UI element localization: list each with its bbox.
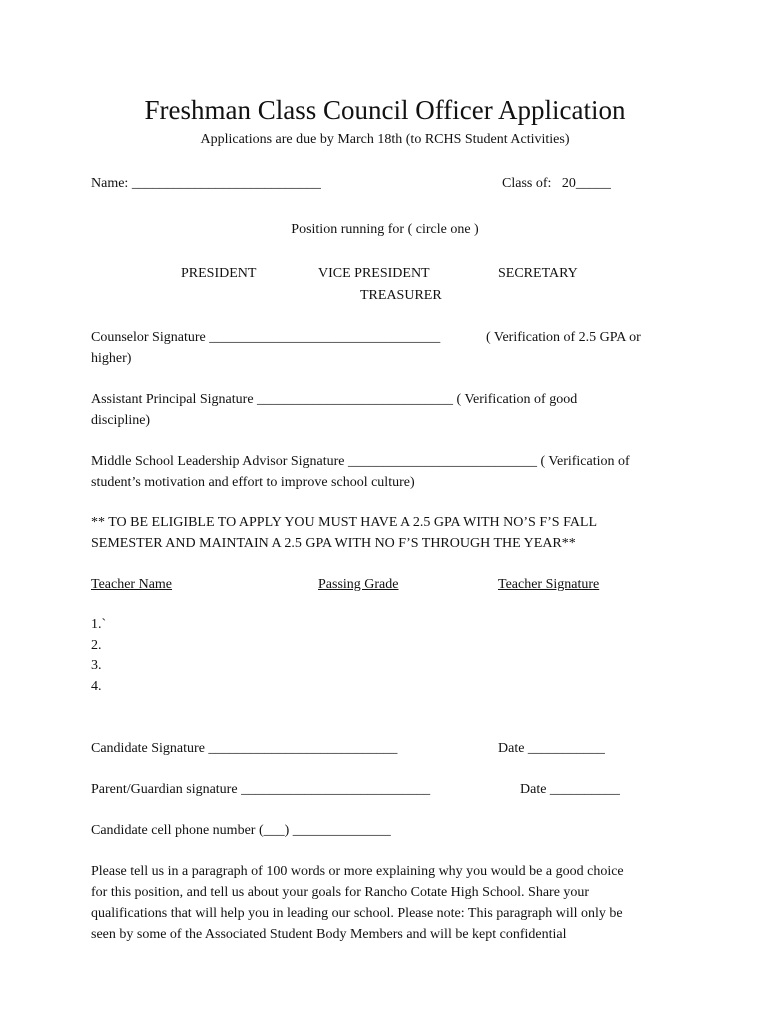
form-title: Freshman Class Council Officer Application: [144, 95, 626, 125]
counselor-verification-note: ( Verification of 2.5 GPA or: [486, 330, 641, 345]
assistant-principal-signature-field[interactable]: Assistant Principal Signature ____________________________ ( Verification of good: [91, 392, 578, 407]
teacher-row-1[interactable]: 1.`: [91, 617, 107, 632]
parent-date-field[interactable]: Date __________: [520, 782, 620, 797]
candidate-signature-field[interactable]: Candidate Signature ___________________________: [91, 741, 398, 756]
due-date-subtitle: Applications are due by March 18th (to RCHS Student Activities): [200, 132, 570, 147]
position-prompt: Position running for ( circle one ): [291, 222, 479, 237]
assistant-principal-note-cont: discipline): [91, 413, 151, 428]
teacher-row-2[interactable]: 2.: [91, 638, 102, 653]
name-field[interactable]: Name: ___________________________: [91, 176, 321, 191]
essay-instructions-line-3: qualifications that will help you in leading our school. Please note: This paragraph will only be: [91, 906, 623, 921]
essay-instructions-line-2: for this position, and tell us about your goals for Rancho Cotate High School. Share your: [91, 885, 590, 900]
teacher-signature-header: Teacher Signature: [498, 577, 600, 592]
position-president[interactable]: PRESIDENT: [181, 266, 257, 281]
position-secretary[interactable]: SECRETARY: [498, 266, 578, 281]
position-vice-president[interactable]: VICE PRESIDENT: [318, 266, 430, 281]
passing-grade-header: Passing Grade: [318, 577, 399, 592]
essay-instructions-line-1: Please tell us in a paragraph of 100 words or more explaining why you would be a good choice: [91, 864, 624, 879]
position-treasurer[interactable]: TREASURER: [360, 288, 442, 303]
class-of-field[interactable]: Class of: 20_____: [502, 176, 611, 191]
eligibility-notice-cont: SEMESTER AND MAINTAIN A 2.5 GPA WITH NO F’S THROUGH THE YEAR**: [91, 536, 576, 551]
ms-advisor-signature-field[interactable]: Middle School Leadership Advisor Signature ___________________________ ( Verification of: [91, 454, 630, 469]
essay-instructions-line-4: seen by some of the Associated Student Body Members and will be kept confidential: [91, 927, 567, 942]
counselor-verification-note-cont: higher): [91, 351, 132, 366]
eligibility-notice: ** TO BE ELIGIBLE TO APPLY YOU MUST HAVE A 2.5 GPA WITH NO’S F’S FALL: [91, 515, 598, 530]
teacher-row-4[interactable]: 4.: [91, 679, 102, 694]
counselor-signature-field[interactable]: Counselor Signature _________________________________: [91, 330, 441, 345]
teacher-row-3[interactable]: 3.: [91, 658, 102, 673]
candidate-date-field[interactable]: Date ___________: [498, 741, 605, 756]
parent-signature-field[interactable]: Parent/Guardian signature ___________________________: [91, 782, 431, 797]
ms-advisor-note-cont: student’s motivation and effort to improve school culture): [91, 475, 415, 490]
cell-phone-field[interactable]: Candidate cell phone number (___) ______________: [91, 823, 391, 838]
teacher-name-header: Teacher Name: [91, 577, 173, 592]
